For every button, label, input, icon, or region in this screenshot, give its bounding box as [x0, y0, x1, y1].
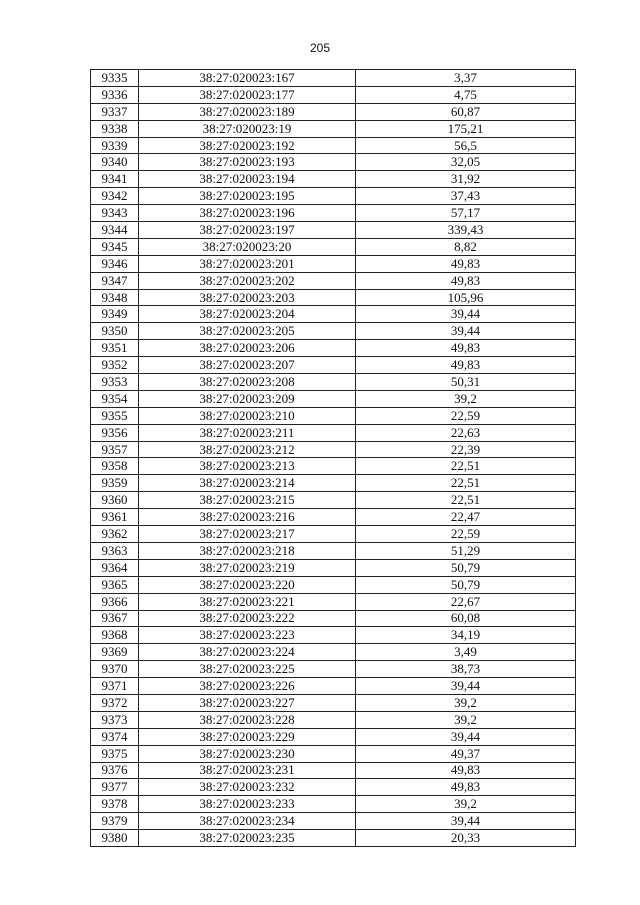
row-number-cell: 9339	[91, 137, 139, 154]
value-cell: 3,37	[356, 70, 576, 87]
table-row	[91, 323, 576, 340]
row-number-cell: 9350	[91, 323, 139, 340]
row-number-cell: 9354	[91, 390, 139, 407]
row-number-cell: 9368	[91, 627, 139, 644]
value-cell: 3,49	[356, 644, 576, 661]
cadastral-number-cell: 38:27:020023:212	[139, 441, 356, 458]
cadastral-number-cell: 38:27:020023:226	[139, 678, 356, 695]
table-row	[91, 171, 576, 188]
cadastral-number-cell: 38:27:020023:210	[139, 407, 356, 424]
row-number-cell: 9376	[91, 762, 139, 779]
value-cell: 8,82	[356, 238, 576, 255]
table-row	[91, 86, 576, 103]
table-row	[91, 120, 576, 137]
value-cell: 49,83	[356, 357, 576, 374]
cadastral-number-cell: 38:27:020023:204	[139, 306, 356, 323]
value-cell: 56,5	[356, 137, 576, 154]
cadastral-number-cell: 38:27:020023:235	[139, 830, 356, 847]
cadastral-number-cell: 38:27:020023:230	[139, 745, 356, 762]
row-number-cell: 9380	[91, 830, 139, 847]
cadastral-number-cell: 38:27:020023:218	[139, 542, 356, 559]
cadastral-number-cell: 38:27:020023:216	[139, 509, 356, 526]
row-number-cell: 9345	[91, 238, 139, 255]
cadastral-number-cell: 38:27:020023:196	[139, 205, 356, 222]
value-cell: 37,43	[356, 188, 576, 205]
value-cell: 49,83	[356, 255, 576, 272]
row-number-cell: 9342	[91, 188, 139, 205]
row-number-cell: 9363	[91, 542, 139, 559]
row-number-cell: 9351	[91, 340, 139, 357]
cadastral-number-cell: 38:27:020023:211	[139, 424, 356, 441]
cadastral-number-cell: 38:27:020023:206	[139, 340, 356, 357]
table-row	[91, 154, 576, 171]
table-row	[91, 678, 576, 695]
row-number-cell: 9379	[91, 813, 139, 830]
value-cell: 22,39	[356, 441, 576, 458]
cadastral-number-cell: 38:27:020023:213	[139, 458, 356, 475]
value-cell: 39,44	[356, 323, 576, 340]
cadastral-number-cell: 38:27:020023:224	[139, 644, 356, 661]
row-number-cell: 9373	[91, 711, 139, 728]
value-cell: 39,44	[356, 306, 576, 323]
table-row	[91, 390, 576, 407]
cadastral-number-cell: 38:27:020023:220	[139, 576, 356, 593]
cadastral-number-cell: 38:27:020023:233	[139, 796, 356, 813]
row-number-cell: 9365	[91, 576, 139, 593]
value-cell: 105,96	[356, 289, 576, 306]
row-number-cell: 9357	[91, 441, 139, 458]
cadastral-number-cell: 38:27:020023:19	[139, 120, 356, 137]
row-number-cell: 9364	[91, 559, 139, 576]
value-cell: 60,08	[356, 610, 576, 627]
value-cell: 60,87	[356, 103, 576, 120]
value-cell: 22,51	[356, 492, 576, 509]
row-number-cell: 9352	[91, 357, 139, 374]
value-cell: 22,47	[356, 509, 576, 526]
row-number-cell: 9375	[91, 745, 139, 762]
table-row	[91, 576, 576, 593]
table-row	[91, 610, 576, 627]
value-cell: 32,05	[356, 154, 576, 171]
row-number-cell: 9336	[91, 86, 139, 103]
row-number-cell: 9372	[91, 694, 139, 711]
row-number-cell: 9356	[91, 424, 139, 441]
cadastral-number-cell: 38:27:020023:195	[139, 188, 356, 205]
cadastral-number-cell: 38:27:020023:214	[139, 475, 356, 492]
row-number-cell: 9371	[91, 678, 139, 695]
cadastral-number-cell: 38:27:020023:228	[139, 711, 356, 728]
table-row	[91, 103, 576, 120]
row-number-cell: 9369	[91, 644, 139, 661]
value-cell: 22,59	[356, 407, 576, 424]
row-number-cell: 9377	[91, 779, 139, 796]
table-row	[91, 188, 576, 205]
cadastral-number-cell: 38:27:020023:202	[139, 272, 356, 289]
row-number-cell: 9346	[91, 255, 139, 272]
table-row	[91, 745, 576, 762]
cadastral-number-cell: 38:27:020023:20	[139, 238, 356, 255]
row-number-cell: 9349	[91, 306, 139, 323]
table-row	[91, 627, 576, 644]
table-row	[91, 441, 576, 458]
cadastral-number-cell: 38:27:020023:197	[139, 222, 356, 239]
row-number-cell: 9344	[91, 222, 139, 239]
table-row	[91, 340, 576, 357]
value-cell: 50,31	[356, 374, 576, 391]
table-row	[91, 762, 576, 779]
cadastral-number-cell: 38:27:020023:227	[139, 694, 356, 711]
value-cell: 22,51	[356, 475, 576, 492]
value-cell: 51,29	[356, 542, 576, 559]
row-number-cell: 9337	[91, 103, 139, 120]
cadastral-number-cell: 38:27:020023:229	[139, 728, 356, 745]
row-number-cell: 9347	[91, 272, 139, 289]
value-cell: 39,2	[356, 694, 576, 711]
row-number-cell: 9355	[91, 407, 139, 424]
row-number-cell: 9374	[91, 728, 139, 745]
cadastral-number-cell: 38:27:020023:167	[139, 70, 356, 87]
table-row	[91, 779, 576, 796]
row-number-cell: 9359	[91, 475, 139, 492]
value-cell: 339,43	[356, 222, 576, 239]
value-cell: 49,83	[356, 779, 576, 796]
cadastral-number-cell: 38:27:020023:192	[139, 137, 356, 154]
cadastral-number-cell: 38:27:020023:215	[139, 492, 356, 509]
table-row	[91, 306, 576, 323]
row-number-cell: 9370	[91, 661, 139, 678]
value-cell: 4,75	[356, 86, 576, 103]
table-row	[91, 593, 576, 610]
table-body	[91, 70, 576, 847]
table-row	[91, 492, 576, 509]
table-row	[91, 424, 576, 441]
table-row	[91, 509, 576, 526]
table-row	[91, 728, 576, 745]
row-number-cell: 9378	[91, 796, 139, 813]
cadastral-number-cell: 38:27:020023:219	[139, 559, 356, 576]
value-cell: 57,17	[356, 205, 576, 222]
value-cell: 49,83	[356, 272, 576, 289]
page-number: 205	[309, 41, 331, 55]
table-row	[91, 70, 576, 87]
cadastral-number-cell: 38:27:020023:231	[139, 762, 356, 779]
value-cell: 39,44	[356, 678, 576, 695]
cadastral-number-cell: 38:27:020023:207	[139, 357, 356, 374]
cadastral-number-cell: 38:27:020023:201	[139, 255, 356, 272]
table-row	[91, 374, 576, 391]
value-cell: 49,37	[356, 745, 576, 762]
table-row	[91, 357, 576, 374]
cadastral-number-cell: 38:27:020023:193	[139, 154, 356, 171]
value-cell: 175,21	[356, 120, 576, 137]
cadastral-number-cell: 38:27:020023:234	[139, 813, 356, 830]
cadastral-number-cell: 38:27:020023:177	[139, 86, 356, 103]
row-number-cell: 9353	[91, 374, 139, 391]
value-cell: 39,2	[356, 796, 576, 813]
cadastral-number-cell: 38:27:020023:189	[139, 103, 356, 120]
cadastral-number-cell: 38:27:020023:194	[139, 171, 356, 188]
cadastral-number-cell: 38:27:020023:225	[139, 661, 356, 678]
value-cell: 20,33	[356, 830, 576, 847]
table-row	[91, 644, 576, 661]
row-number-cell: 9360	[91, 492, 139, 509]
table-row	[91, 711, 576, 728]
value-cell: 31,92	[356, 171, 576, 188]
value-cell: 49,83	[356, 762, 576, 779]
table-row	[91, 813, 576, 830]
value-cell: 34,19	[356, 627, 576, 644]
value-cell: 22,59	[356, 526, 576, 543]
value-cell: 39,2	[356, 390, 576, 407]
cadastral-number-cell: 38:27:020023:203	[139, 289, 356, 306]
row-number-cell: 9361	[91, 509, 139, 526]
row-number-cell: 9338	[91, 120, 139, 137]
data-table	[90, 69, 576, 847]
table-row	[91, 289, 576, 306]
value-cell: 38,73	[356, 661, 576, 678]
row-number-cell: 9362	[91, 526, 139, 543]
value-cell: 39,44	[356, 728, 576, 745]
table-row	[91, 255, 576, 272]
table-row	[91, 694, 576, 711]
value-cell: 50,79	[356, 576, 576, 593]
table-row	[91, 238, 576, 255]
table-row	[91, 526, 576, 543]
row-number-cell: 9348	[91, 289, 139, 306]
value-cell: 49,83	[356, 340, 576, 357]
table-row	[91, 407, 576, 424]
cadastral-number-cell: 38:27:020023:223	[139, 627, 356, 644]
table-row	[91, 542, 576, 559]
value-cell: 22,67	[356, 593, 576, 610]
table-row	[91, 559, 576, 576]
value-cell: 39,44	[356, 813, 576, 830]
row-number-cell: 9341	[91, 171, 139, 188]
value-cell: 50,79	[356, 559, 576, 576]
cadastral-number-cell: 38:27:020023:222	[139, 610, 356, 627]
value-cell: 22,51	[356, 458, 576, 475]
table-row	[91, 272, 576, 289]
table-row	[91, 222, 576, 239]
table-row	[91, 661, 576, 678]
table-row	[91, 137, 576, 154]
row-number-cell: 9367	[91, 610, 139, 627]
row-number-cell: 9343	[91, 205, 139, 222]
row-number-cell: 9366	[91, 593, 139, 610]
value-cell: 39,2	[356, 711, 576, 728]
cadastral-number-cell: 38:27:020023:217	[139, 526, 356, 543]
cadastral-number-cell: 38:27:020023:232	[139, 779, 356, 796]
cadastral-number-cell: 38:27:020023:221	[139, 593, 356, 610]
row-number-cell: 9358	[91, 458, 139, 475]
table-row	[91, 475, 576, 492]
table-row	[91, 796, 576, 813]
table-row	[91, 830, 576, 847]
table-row	[91, 205, 576, 222]
cadastral-number-cell: 38:27:020023:209	[139, 390, 356, 407]
row-number-cell: 9335	[91, 70, 139, 87]
cadastral-number-cell: 38:27:020023:205	[139, 323, 356, 340]
row-number-cell: 9340	[91, 154, 139, 171]
cadastral-number-cell: 38:27:020023:208	[139, 374, 356, 391]
table-row	[91, 458, 576, 475]
value-cell: 22,63	[356, 424, 576, 441]
